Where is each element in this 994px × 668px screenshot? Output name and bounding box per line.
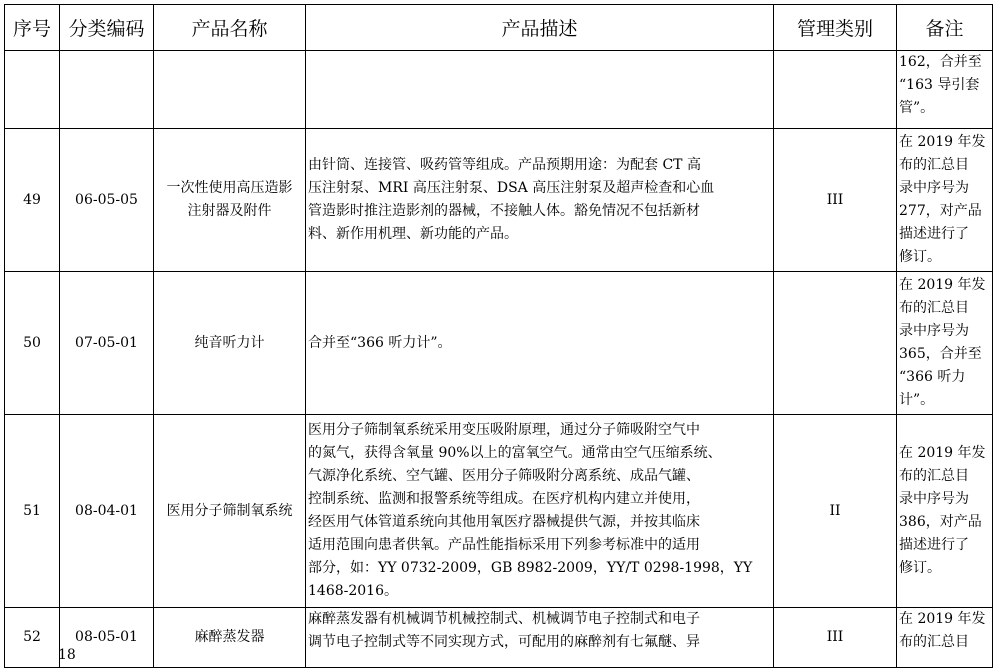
description-line: 部分，如：YY 0732-2009，GB 8982-2009，YY/T 0298-1998，YY <box>308 560 753 576</box>
category-cell: III <box>774 129 897 272</box>
note-line: 描述进行了 <box>899 537 969 553</box>
name-line: 注射器及附件 <box>187 203 272 219</box>
header-seq: 序号 <box>5 5 60 51</box>
note-line: 布的汇总目 <box>899 634 969 650</box>
page-number: 18 <box>58 647 76 663</box>
header-description: 产品描述 <box>306 5 774 51</box>
note-line: 录中序号为 <box>899 180 969 196</box>
category-cell: II <box>774 415 897 608</box>
table-row <box>5 608 993 668</box>
seq-cell: 52 <box>5 608 60 668</box>
note-line: 365，合并至 <box>899 346 982 362</box>
name-cell <box>154 129 306 272</box>
note-line: 277，对产品 <box>899 203 982 219</box>
note-line: 计”。 <box>899 392 935 408</box>
description-line: 经医用气体管道系统向其他用氧医疗器械提供气源，并按其临床 <box>308 514 700 530</box>
table-row <box>5 51 993 129</box>
name-cell <box>154 51 306 129</box>
table-row <box>5 415 993 608</box>
description-line: 适用范围向患者供氧。产品性能指标采用下列参考标准中的适用 <box>308 537 700 553</box>
note-cell <box>897 51 993 129</box>
category-cell <box>774 51 897 129</box>
name-line: 纯音听力计 <box>194 334 265 351</box>
code-cell: 06-05-05 <box>60 129 154 272</box>
name-cell <box>154 608 306 668</box>
description-line: 合并至“366 听力计”。 <box>308 334 452 351</box>
name-cell <box>154 272 306 415</box>
code-cell <box>60 51 154 129</box>
note-cell <box>897 272 993 415</box>
header-name: 产品名称 <box>154 5 306 51</box>
description-line: 料、新作用机理、新功能的产品。 <box>308 226 518 242</box>
name-line: 一次性使用高压造影 <box>166 180 293 196</box>
description-cell <box>306 51 774 129</box>
category-cell: III <box>774 608 897 668</box>
seq-cell: 50 <box>5 272 60 415</box>
note-line: 描述进行了 <box>899 226 969 242</box>
header-category: 管理类别 <box>774 5 897 51</box>
note-line: 修订。 <box>899 560 941 576</box>
description-line: 调节电子控制式等不同实现方式，可配用的麻醉剂有七氟醚、异 <box>308 634 700 650</box>
description-line: 1468-2016。 <box>308 583 398 599</box>
header-note: 备注 <box>897 5 993 51</box>
description-line: 控制系统、监测和报警系统等组成。在医疗机构内建立并使用， <box>308 491 700 507</box>
seq-cell <box>5 51 60 129</box>
note-line: 布的汇总目 <box>899 300 969 316</box>
code-cell: 08-05-01 <box>60 608 154 668</box>
note-line: 在 2019 年发 <box>899 134 986 150</box>
header-row <box>5 5 993 51</box>
note-cell <box>897 608 993 668</box>
note-cell <box>897 129 993 272</box>
description-cell <box>306 415 774 608</box>
product-table <box>4 4 993 668</box>
table-row <box>5 272 993 415</box>
description-line: 气源净化系统、空气罐、医用分子筛吸附分离系统、成品气罐、 <box>308 468 700 484</box>
note-line: 在 2019 年发 <box>899 277 986 293</box>
note-line: “163 导引套 <box>899 77 980 93</box>
name-line: 医用分子筛制氧系统 <box>166 502 293 519</box>
note-cell <box>897 415 993 608</box>
note-line: 在 2019 年发 <box>899 445 986 461</box>
note-line: 布的汇总目 <box>899 157 969 173</box>
note-line: 386，对产品 <box>899 514 982 530</box>
seq-cell: 51 <box>5 415 60 608</box>
table-row <box>5 129 993 272</box>
note-line: “366 听力 <box>899 369 966 385</box>
description-line: 医用分子筛制氧系统采用变压吸附原理，通过分子筛吸附空气中 <box>308 422 700 438</box>
note-line: 修订。 <box>899 249 941 265</box>
description-line: 由针筒、连接管、吸药管等组成。产品预期用途：为配套 CT 高 <box>308 157 701 173</box>
description-line: 麻醉蒸发器有机械调节机械控制式、机械调节电子控制式和电子 <box>308 611 700 627</box>
note-line: 管”。 <box>899 100 935 116</box>
header-code: 分类编码 <box>60 5 154 51</box>
name-line: 麻醉蒸发器 <box>194 629 265 645</box>
note-line: 录中序号为 <box>899 323 969 339</box>
category-cell <box>774 272 897 415</box>
note-line: 布的汇总目 <box>899 468 969 484</box>
description-line: 的氮气，获得含氧量 90%以上的富氧空气。通常由空气压缩系统、 <box>308 445 722 461</box>
note-line: 在 2019 年发 <box>899 611 986 627</box>
code-cell: 08-04-01 <box>60 415 154 608</box>
seq-cell: 49 <box>5 129 60 272</box>
code-cell: 07-05-01 <box>60 272 154 415</box>
name-cell <box>154 415 306 608</box>
description-cell <box>306 129 774 272</box>
description-line: 管造影时推注造影剂的器械，不接触人体。豁免情况不包括新材 <box>308 203 700 219</box>
description-cell <box>306 272 774 415</box>
note-line: 录中序号为 <box>899 491 969 507</box>
note-line: 162，合并至 <box>899 54 982 70</box>
description-cell <box>306 608 774 668</box>
description-line: 压注射泵、MRI 高压注射泵、DSA 高压注射泵及超声检查和心血 <box>308 180 715 196</box>
